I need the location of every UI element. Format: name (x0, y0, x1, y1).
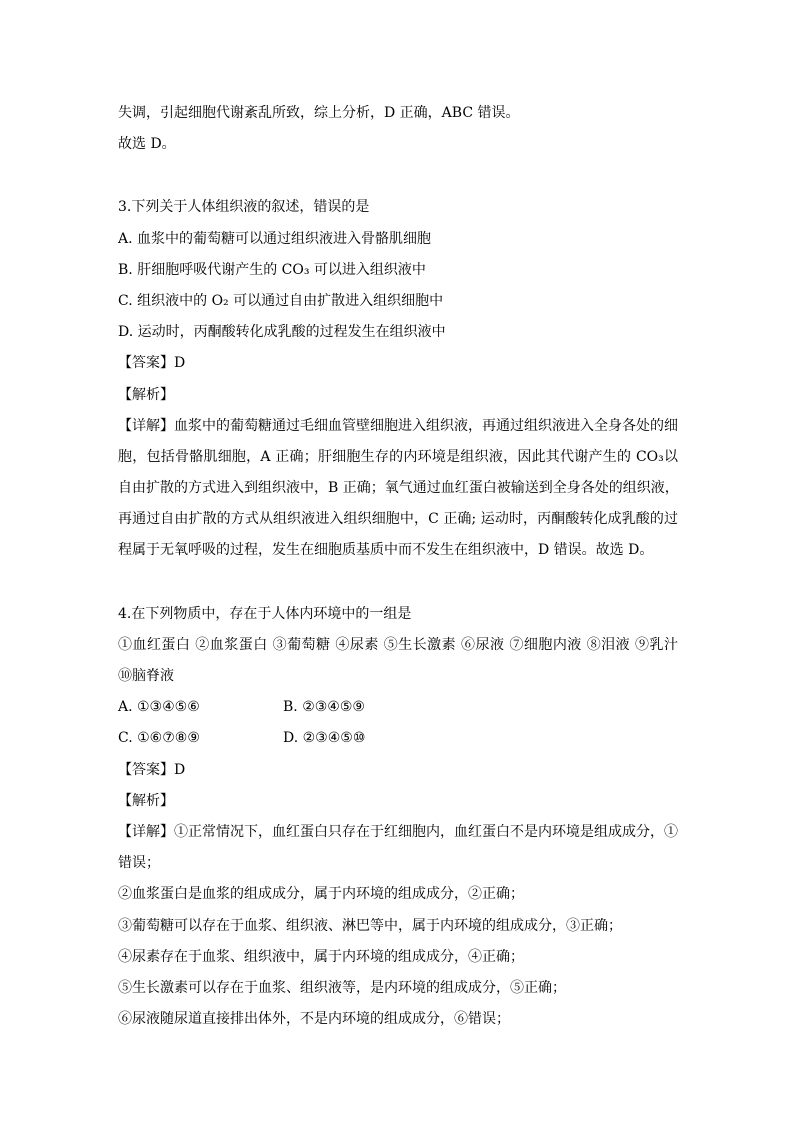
q4-options-row (118, 692, 678, 723)
q3-stem: 3.下列关于人体组织液的叙述，错误的是 (118, 199, 370, 216)
q3-detail-line: 【详解】血浆中的葡萄糖通过毛细血管壁细胞进入组织液，再通过组织液进入全身各处的细 (118, 417, 678, 434)
prev-explanation-line: 失调，引起细胞代谢紊乱所致，综上分析，D 正确，ABC 错误。 (118, 105, 520, 121)
q4-detail-line: ⑥尿液随尿道直接排出体外，不是内环境的组成成分，⑥错误； (118, 1011, 510, 1028)
q4-option-b: B. ②③④⑤⑨ (283, 699, 365, 716)
q4-options-row (118, 723, 678, 754)
q4-detail-line: ②血浆蛋白是血浆的组成成分，属于内环境的组成成分，②正确； (118, 886, 524, 903)
q3-option-a: A. 血浆中的葡萄糖可以通过组织液进入骨骼肌细胞 (118, 230, 432, 247)
q3-analysis-title: 【解析】 (118, 386, 174, 403)
q4-stem: 4.在下列物质中，存在于人体内环境中的一组是 (118, 605, 412, 622)
q3-option-d: D. 运动时，丙酮酸转化成乳酸的过程发生在组织液中 (118, 324, 446, 341)
document-page (118, 98, 678, 1035)
q4-answer: 【答案】D (118, 761, 186, 778)
q4-detail-line: 错误； (118, 855, 160, 872)
q4-option-d: D. ②③④⑤⑩ (283, 730, 366, 747)
q3-option-c: C. 组织液中的 O₂ 可以通过自由扩散进入组织细胞中 (118, 292, 444, 309)
q4-analysis-title: 【解析】 (118, 792, 174, 809)
q4-items-line: ①血红蛋白 ②血浆蛋白 ③葡萄糖 ④尿素 ⑤生长激素 ⑥尿液 ⑦细胞内液 ⑧泪液 ⑨乳汁 (118, 636, 678, 653)
q4-detail-line: ③葡萄糖可以存在于血浆、组织液、淋巴等中，属于内环境的组成成分，③正确； (118, 917, 622, 934)
q4-items-line: ⑩脑脊液 (118, 668, 174, 684)
q3-detail-line: 再通过自由扩散的方式从组织液进入组织细胞中，C 正确; 运动时，丙酮酸转化成乳酸的过 (118, 511, 678, 528)
q3-detail-line: 胞，包括骨骼肌细胞，A 正确；肝细胞生存的内环境是组织液，因此其代谢产生的 CO₃以 (118, 448, 678, 465)
prev-conclusion-line: 故选 D。 (118, 136, 176, 153)
q3-detail-line: 自由扩散的方式进入到组织液中，B 正确；氧气通过血红蛋白被输送到全身各处的组织液， (118, 480, 679, 497)
q4-option-c: C. ①⑥⑦⑧⑨ (118, 730, 200, 747)
q4-detail-line: ④尿素存在于血浆、组织液中，属于内环境的组成成分，④正确； (118, 948, 524, 965)
q3-answer: 【答案】D (118, 355, 186, 372)
q3-detail-line: 程属于无氧呼吸的过程，发生在细胞质基质中而不发生在组织液中，D 错误。故选 D。 (118, 542, 654, 559)
q3-option-b: B. 肝细胞呼吸代谢产生的 CO₃ 可以进入组织液中 (118, 261, 426, 278)
q4-option-a: A. ①③④⑤⑥ (118, 699, 200, 716)
q4-detail-line: ⑤生长激素可以存在于血浆、组织液等，是内环境的组成成分，⑤正确； (118, 979, 566, 996)
q4-detail-line: 【详解】①正常情况下，血红蛋白只存在于红细胞内，血红蛋白不是内环境是组成成分，① (118, 823, 678, 840)
